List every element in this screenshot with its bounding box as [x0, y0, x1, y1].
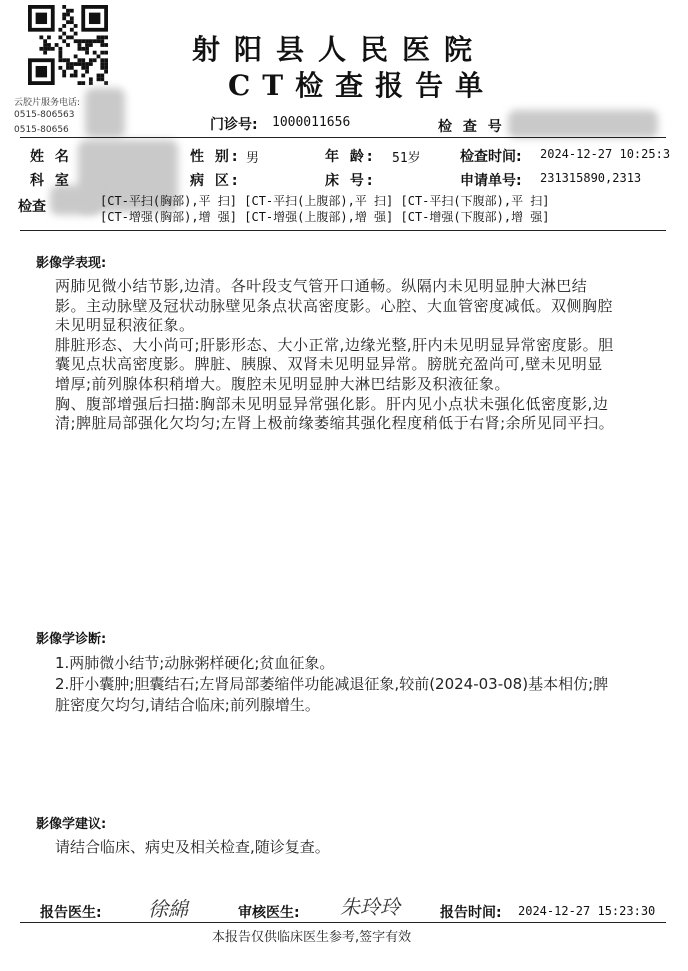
- qr-code: [28, 5, 108, 85]
- diagnosis-item: 1.两肺微小结节;动脉粥样硬化;贫血征象。: [55, 654, 335, 672]
- age-label: 年 龄:: [325, 149, 376, 165]
- outpatient-no-label: 门诊号:: [210, 117, 258, 133]
- report-doctor-signature: 徐綿: [148, 897, 188, 921]
- request-no-label: 申请单号:: [460, 173, 522, 189]
- findings-paragraph: 胸、腹部增强后扫描:胸部未见明显异常强化影。肝内见小点状未强化低密度影,边清;脾脏局部强化欠均匀;左肾上极前缘萎缩其强化程度稍低于右肾;余所见同平扫。: [55, 394, 615, 433]
- diagnosis-heading: 影像学诊断:: [36, 632, 107, 647]
- service-phone-1: 0515-806563: [14, 110, 75, 120]
- service-phone-2: 0515-80656: [14, 125, 69, 135]
- diagnosis-body: [55, 653, 615, 716]
- divider: [20, 922, 666, 923]
- outpatient-no-value: 1000011656: [272, 115, 351, 130]
- department-label: 科 室: [30, 173, 72, 189]
- report-time-label: 报告时间:: [440, 905, 502, 921]
- report-doctor-label: 报告医生:: [40, 905, 102, 921]
- request-no-value: 231315890,2313: [540, 171, 642, 185]
- suggestion-text: 请结合临床、病史及相关检查,随诊复查。: [55, 838, 330, 856]
- age-value: 51岁: [392, 151, 421, 166]
- report-title: CT检查报告单: [228, 69, 496, 102]
- report-time-value: 2024-12-27 15:23:30: [518, 904, 656, 918]
- divider: [20, 230, 666, 231]
- findings-body: [55, 277, 615, 434]
- exam-no-label: 检 查 号: [438, 119, 505, 135]
- exam-item-label: 检查: [18, 199, 46, 215]
- sex-label: 性 别:: [190, 149, 241, 165]
- suggestion-heading: 影像学建议:: [36, 817, 107, 832]
- hospital-name: 射阳县人民医院: [192, 33, 487, 66]
- name-label: 姓 名: [30, 149, 72, 165]
- exam-items-line-1: [CT-平扫(胸部),平 扫] [CT-平扫(上腹部),平 扫] [CT-平扫(下腹部),平 扫]: [100, 194, 550, 208]
- sex-value: 男: [246, 151, 260, 166]
- ward-label: 病 区:: [190, 173, 241, 189]
- findings-heading: 影像学表现:: [36, 256, 107, 271]
- findings-paragraph: 腓脏形态、大小尚可;肝影形态、大小正常,边缘光整,肝内未见明显异常密度影。胆囊见点状高密度影。脾脏、胰腺、双肾未见明显异常。膀胱充盈尚可,壁未见明显增厚;前列腺体积稍增大。腹腔未见明显肿大淋巴结影及积液征象。: [55, 335, 614, 393]
- review-doctor-label: 审核医生:: [238, 905, 300, 921]
- redaction-blur: [508, 110, 658, 138]
- disclaimer: 本报告仅供临床医生参考,签字有效: [212, 930, 412, 945]
- exam-items-line-2: [CT-增强(胸部),增 强] [CT-增强(上腹部),增 强] [CT-增强(下腹部),增 强]: [100, 210, 550, 224]
- divider: [20, 137, 666, 138]
- review-doctor-signature: 朱玲玲: [340, 895, 400, 919]
- diagnosis-item: 2.肝小囊肿;胆囊结石;左肾局部萎缩伴功能减退征象,较前(2024-03-08)基本相仿;脾脏密度欠均匀,请结合临床;前列腺增生。: [55, 675, 609, 714]
- findings-paragraph: 两肺见微小结节影,边清。各叶段支气管开口通畅。纵隔内未见明显肿大淋巴结影。主动脉壁及冠状动脉壁见条点状高密度影。心腔、大血管密度减低。双侧胸腔未见明显积液征象。: [55, 277, 614, 335]
- service-phone-label: 云胶片服务电话:: [14, 98, 81, 108]
- bed-label: 床 号:: [325, 173, 376, 189]
- exam-time-label: 检查时间:: [460, 149, 522, 165]
- exam-time-value: 2024-12-27 10:25:3: [540, 147, 671, 161]
- redaction-blur: [85, 88, 125, 138]
